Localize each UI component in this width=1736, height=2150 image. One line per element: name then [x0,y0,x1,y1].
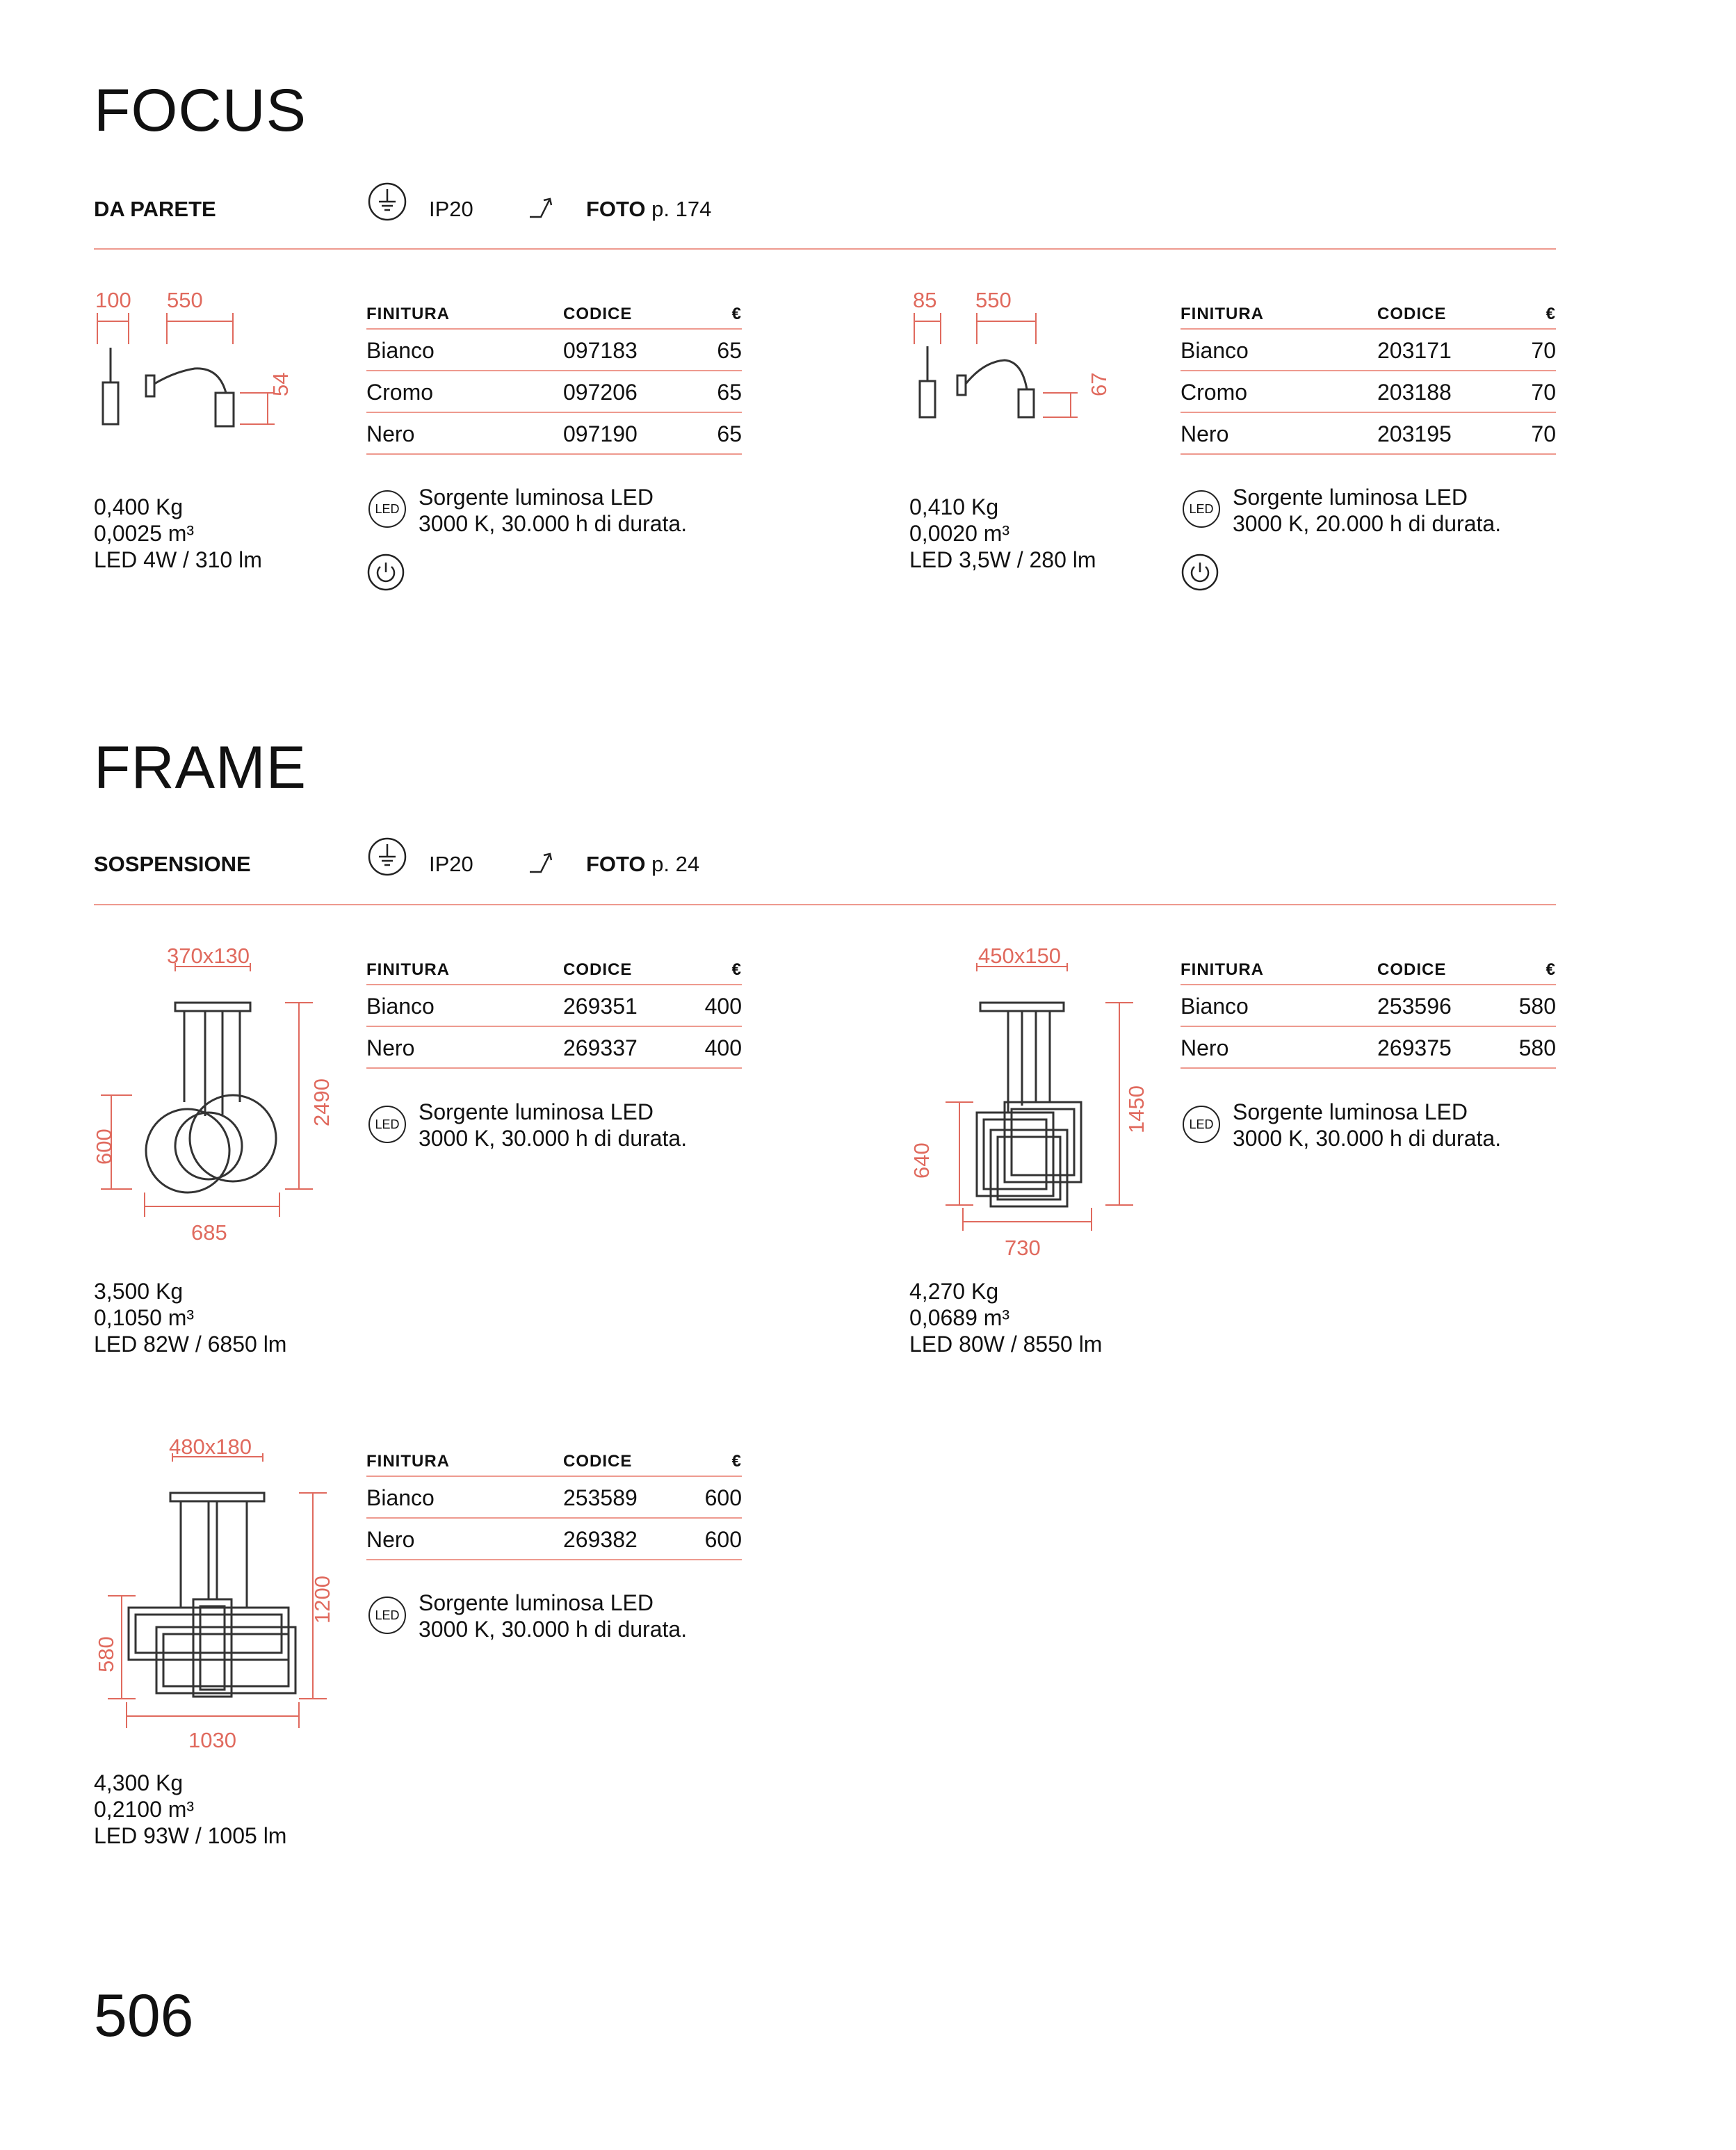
col-header-codice: CODICE [1377,960,1447,979]
table-row: Nero 097190 65 [366,413,742,455]
table-row: Nero 269375 580 [1181,1027,1556,1069]
product-specs: 3,500 Kg 0,1050 m³ LED 82W / 6850 lm [94,1279,287,1357]
led-icon: LED [368,1597,406,1634]
product-specs: 0,410 Kg 0,0020 m³ LED 3,5W / 280 lm [909,494,1096,572]
col-header-finitura: FINITURA [366,1452,450,1471]
light-source-note: Sorgente luminosa LED 3000 K, 30.000 h di durata. [419,1099,688,1151]
col-header-price: € [1546,960,1556,979]
table-row: Nero 269382 600 [366,1519,742,1560]
section-title-frame: FRAME [94,734,307,801]
dimension-label: 685 [191,1220,227,1245]
col-header-codice: CODICE [563,960,633,979]
dimension-label: 54 [268,372,293,396]
dimension-label: 730 [1005,1236,1041,1260]
led-icon: LED [368,490,406,528]
price-table [1181,948,1556,1069]
dimension-label: 550 [167,288,203,312]
power-switch-icon [1181,553,1219,592]
table-row: Bianco 253596 580 [1181,985,1556,1027]
table-row: Nero 269337 400 [366,1027,742,1069]
light-source-note: Sorgente luminosa LED 3000 K, 30.000 h di durata. [419,485,688,536]
dimension-label: 600 [92,1129,116,1165]
dimension-label: 1200 [310,1576,334,1624]
power-switch-icon [366,553,405,592]
section-divider [94,248,1556,250]
led-icon: LED [1183,1106,1220,1143]
col-header-price: € [731,1452,742,1471]
dimension-label: 85 [913,288,937,312]
category-label: DA PARETE [94,197,216,221]
col-header-price: € [731,305,742,323]
dimension-label: 640 [909,1142,934,1179]
led-icon: LED [1183,490,1220,528]
section-divider [94,904,1556,905]
dimension-label: 550 [975,288,1012,312]
col-header-codice: CODICE [1377,305,1447,323]
product-specs: 4,270 Kg 0,0689 m³ LED 80W / 8550 lm [909,1279,1103,1357]
table-row: Bianco 269351 400 [366,985,742,1027]
dimension-label: 370x130 [167,944,250,968]
price-table [366,948,742,1069]
light-source-note: Sorgente luminosa LED 3000 K, 20.000 h di durata. [1233,485,1502,536]
frame-circles-pendant-drawing [90,963,327,1241]
col-header-finitura: FINITURA [366,305,450,323]
table-row: Cromo 203188 70 [1181,371,1556,413]
table-row: Bianco 253589 600 [366,1477,742,1519]
col-header-codice: CODICE [563,1452,633,1471]
dimension-label: 580 [94,1636,118,1672]
ground-icon [366,181,408,223]
dimension-label: 1030 [188,1728,236,1752]
photo-ref-arrow-icon [528,195,556,220]
ground-icon [366,836,408,878]
dimension-label: 100 [95,288,131,312]
col-header-price: € [1546,305,1556,323]
product-specs: 4,300 Kg 0,2100 m³ LED 93W / 1005 lm [94,1770,287,1848]
table-row: Nero 203195 70 [1181,413,1556,455]
col-header-finitura: FINITURA [366,960,450,979]
photo-ref-arrow-icon [528,850,556,875]
page-number: 506 [94,1982,194,2049]
price-table [1181,292,1556,455]
ip-rating: IP20 [429,197,473,221]
ip-rating: IP20 [429,852,473,876]
product-specs: 0,400 Kg 0,0025 m³ LED 4W / 310 lm [94,494,262,572]
col-header-price: € [731,960,742,979]
dimension-label: 1450 [1124,1085,1149,1133]
col-header-codice: CODICE [563,305,633,323]
col-header-finitura: FINITURA [1181,305,1264,323]
dimension-label: 450x150 [978,944,1061,968]
price-table [366,1439,742,1560]
led-icon: LED [368,1106,406,1143]
category-label: SOSPENSIONE [94,852,251,876]
dimension-label: 2490 [309,1078,334,1126]
table-row: Cromo 097206 65 [366,371,742,413]
dimension-label: 480x180 [169,1434,252,1459]
light-source-note: Sorgente luminosa LED 3000 K, 30.000 h di durata. [419,1590,688,1642]
price-table [366,292,742,455]
photo-reference[interactable]: FOTO p. 174 [586,197,712,221]
table-row: Bianco 203171 70 [1181,330,1556,371]
section-title-focus: FOCUS [94,77,307,144]
table-row: Bianco 097183 65 [366,330,742,371]
photo-reference[interactable]: FOTO p. 24 [586,852,700,876]
frame-squares-pendant-drawing [907,963,1158,1255]
col-header-finitura: FINITURA [1181,960,1264,979]
frame-rectangles-pendant-drawing [90,1453,341,1745]
light-source-note: Sorgente luminosa LED 3000 K, 30.000 h di durata. [1233,1099,1502,1151]
dimension-label: 67 [1087,372,1111,396]
